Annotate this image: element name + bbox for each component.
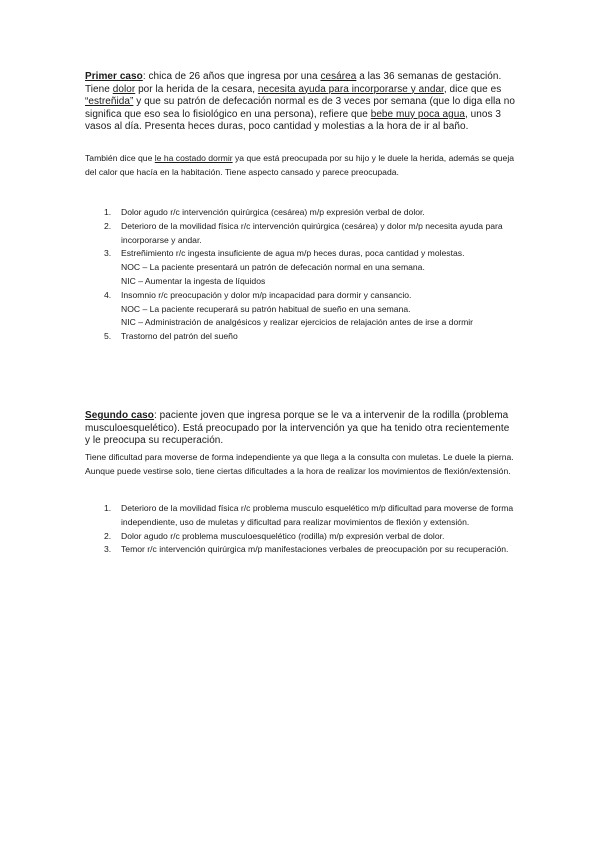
case2-text-a: : paciente joven que ingresa porque se le va a intervenir de la rodilla (problema musculoesquelético). Está preocupado por la intervención ya que ha tenido otra recientemente y le preocupa su recuperación. [85, 410, 510, 447]
case1-underline-estrenida: “estreñida” [85, 96, 134, 108]
case2-diagnosis-list [85, 502, 517, 557]
list-item [85, 502, 517, 530]
list-number: 5. [104, 331, 112, 342]
list-text: Dolor agudo r/c problema musculoesquelético (rodilla) m/p expresión verbal de dolor. [121, 530, 445, 541]
list-text: Trastorno del patrón del sueño [121, 331, 238, 342]
list-item [85, 247, 517, 288]
nic-line: NIC – Aumentar la ingesta de líquidos [121, 275, 266, 286]
case1-details [85, 152, 517, 180]
case1-text-c: por la herida de la cesara, [135, 83, 258, 95]
case1-text-a: : chica de 26 años que ingresa por una [142, 71, 321, 82]
list-text: Deterioro de la movilidad física r/c intervención quirúrgica (cesárea) y dolor m/p necesita ayuda para incorporarse y andar. [121, 220, 503, 245]
list-number: 3. [104, 544, 112, 555]
case1-underline-cesarea: cesárea [320, 71, 357, 82]
list-item [85, 543, 517, 557]
case2-paragraph [85, 410, 517, 448]
case1-details-b: ya que está preocupada por su hijo y le duele la herida, además se queja del calor que hacía en la habitación. Tiene aspecto cansado y parece preocupada. [85, 153, 515, 177]
case1-diagnosis-list [85, 206, 517, 344]
list-text: Insomnio r/c preocupación y dolor m/p incapacidad para dormir y cansancio. [121, 289, 412, 300]
case1-text-f: , unos 3 vasos al día. Presenta heces duras, poco cantidad y molestias a la hora de ir al baño. [85, 108, 501, 133]
case1-paragraph [85, 71, 517, 134]
list-number: 1. [104, 207, 112, 217]
case1-text-e: y que su patrón de defecación normal es de 3 veces por semana (que lo diga ella no significa que eso sea lo fisiológico en una persona), refiere que [85, 96, 515, 120]
list-number: 1. [104, 503, 112, 513]
list-item [85, 330, 517, 344]
list-text: Estreñimiento r/c ingesta insuficiente de agua m/p heces duras, poca cantidad y molestas. [121, 248, 465, 259]
list-number: 2. [104, 220, 112, 231]
nic-line: NIC – Administración de analgésicos y realizar ejercicios de relajación antes de irse a dormir [121, 317, 474, 328]
list-text: Deterioro de la movilidad física r/c problema musculo esquelético m/p dificultad para moverse de forma independiente, uso de muletas y dificultad para realizar movimientos de flexión y extensión. [121, 503, 514, 527]
list-item [85, 220, 517, 248]
noc-line: NOC – La paciente presentará un patrón de defecación normal en una semana. [121, 262, 425, 273]
case2-details-a: Tiene dificultad para moverse de forma independiente ya que llega a la consulta con muletas. Le duele la pierna. Aunque puede vestirse solo, tiene ciertas dificultades a la hora de realizar los movimientos de flexión/extensión. [85, 452, 514, 476]
list-number: 3. [104, 248, 112, 259]
case1-title: Primer caso [85, 71, 143, 82]
case1-text-b: a las 36 semanas de gestación. Tiene [85, 71, 502, 95]
case1-details-a: También dice que [85, 153, 155, 163]
case2-title: Segundo caso [85, 410, 154, 421]
list-text: Dolor agudo r/c intervención quirúrgica (cesárea) m/p expresión verbal de dolor. [121, 207, 425, 217]
list-item [85, 530, 517, 544]
list-item [85, 206, 517, 220]
case1-underline-dolor: dolor [112, 83, 136, 95]
case2-details [85, 451, 517, 479]
list-item [85, 289, 517, 330]
list-number: 2. [104, 530, 112, 541]
case1-underline-ayuda: necesita ayuda para incorporarse y andar [257, 83, 444, 95]
list-text: Temor r/c intervención quirúrgica m/p manifestaciones verbales de preocupación por su recuperación. [121, 544, 509, 555]
case1-underline-dormir: le ha costado dormir [154, 153, 233, 163]
noc-line: NOC – La paciente recuperará su patrón habitual de sueño en una semana. [121, 303, 411, 314]
list-number: 4. [104, 289, 112, 300]
case1-text-d: , dice que es [443, 83, 502, 95]
case1-underline-agua: bebe muy poca agua [370, 108, 466, 120]
